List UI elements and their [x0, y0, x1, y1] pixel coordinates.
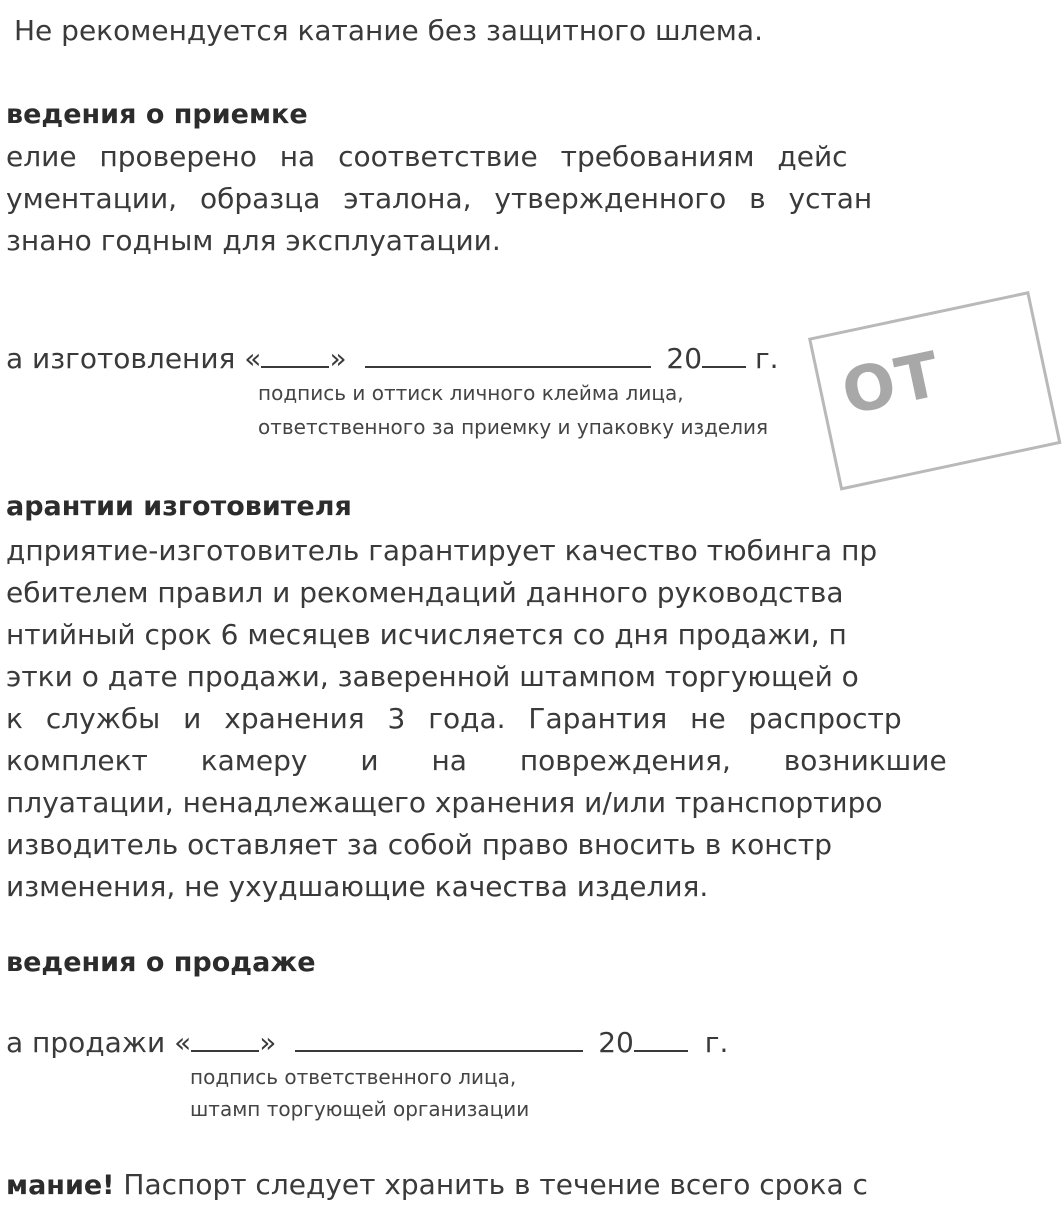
intro-text: Не рекомендуется катание без защитного шлема. — [14, 14, 763, 47]
year-suffix: г. — [754, 342, 779, 375]
date-close-quote: » — [329, 342, 347, 375]
warranty-line-6: комплект камеру и на повреждения, возникшие — [6, 744, 947, 777]
sale-heading: ведения о продаже — [6, 947, 316, 978]
acceptance-line-1: елие проверено на соответствие требованиям дейс — [6, 140, 848, 173]
manufacture-date-label: а изготовления « — [6, 342, 262, 375]
note-bold: мание! — [6, 1170, 115, 1201]
acceptance-stamp — [808, 291, 1061, 491]
note-line — [6, 1168, 868, 1203]
sale-date-close-quote: » — [259, 1026, 277, 1059]
warranty-line-8: изводитель оставляет за собой право вносить в констр — [6, 828, 832, 861]
acceptance-caption-1: подпись и оттиск личного клейма лица, — [258, 381, 684, 405]
sale-signature-blank — [295, 1022, 583, 1052]
sale-caption-2: штамп торгующей организации — [190, 1097, 530, 1121]
acceptance-line-3: знано годным для эксплуатации. — [6, 224, 501, 257]
sale-day-blank — [191, 1022, 259, 1052]
warranty-line-4: этки о дате продажи, заверенной штампом торгующей о — [6, 660, 859, 693]
warranty-line-3: нтийный срок 6 месяцев исчисляется со дня продажи, п — [6, 618, 847, 651]
warranty-line-1: дприятие-изготовитель гарантирует качество тюбинга пр — [6, 534, 878, 567]
day-blank — [261, 338, 329, 368]
warranty-line-7: плуатации, ненадлежащего хранения и/или транспортиро — [6, 786, 883, 819]
year-prefix: 20 — [666, 342, 703, 375]
sale-date-label: а продажи « — [6, 1026, 192, 1059]
sale-year-blank — [634, 1022, 688, 1052]
year-blank — [702, 338, 746, 368]
acceptance-caption-2: ответственного за приемку и упаковку изделия — [258, 415, 769, 439]
warranty-line-2: ебителем правил и рекомендаций данного руководства — [6, 576, 844, 609]
sale-year-suffix: г. — [704, 1026, 729, 1059]
note-text: Паспорт следует хранить в течение всего срока с — [114, 1168, 868, 1201]
stamp-text: ОТ — [835, 337, 948, 430]
sale-year-prefix: 20 — [598, 1026, 634, 1059]
acceptance-line-2: ументации, образца эталона, утвержденного в устан — [6, 182, 873, 215]
signature-blank — [365, 338, 651, 368]
acceptance-heading: ведения о приемке — [6, 99, 308, 130]
sale-date-line — [6, 1022, 728, 1060]
manufacture-date-line — [6, 338, 779, 376]
warranty-heading: арантии изготовителя — [6, 491, 352, 522]
warranty-line-5: к службы и хранения 3 года. Гарантия не распростр — [6, 702, 902, 735]
sale-caption-1: подпись ответственного лица, — [190, 1065, 517, 1089]
warranty-line-9: изменения, не ухудшающие качества изделия. — [6, 870, 709, 903]
